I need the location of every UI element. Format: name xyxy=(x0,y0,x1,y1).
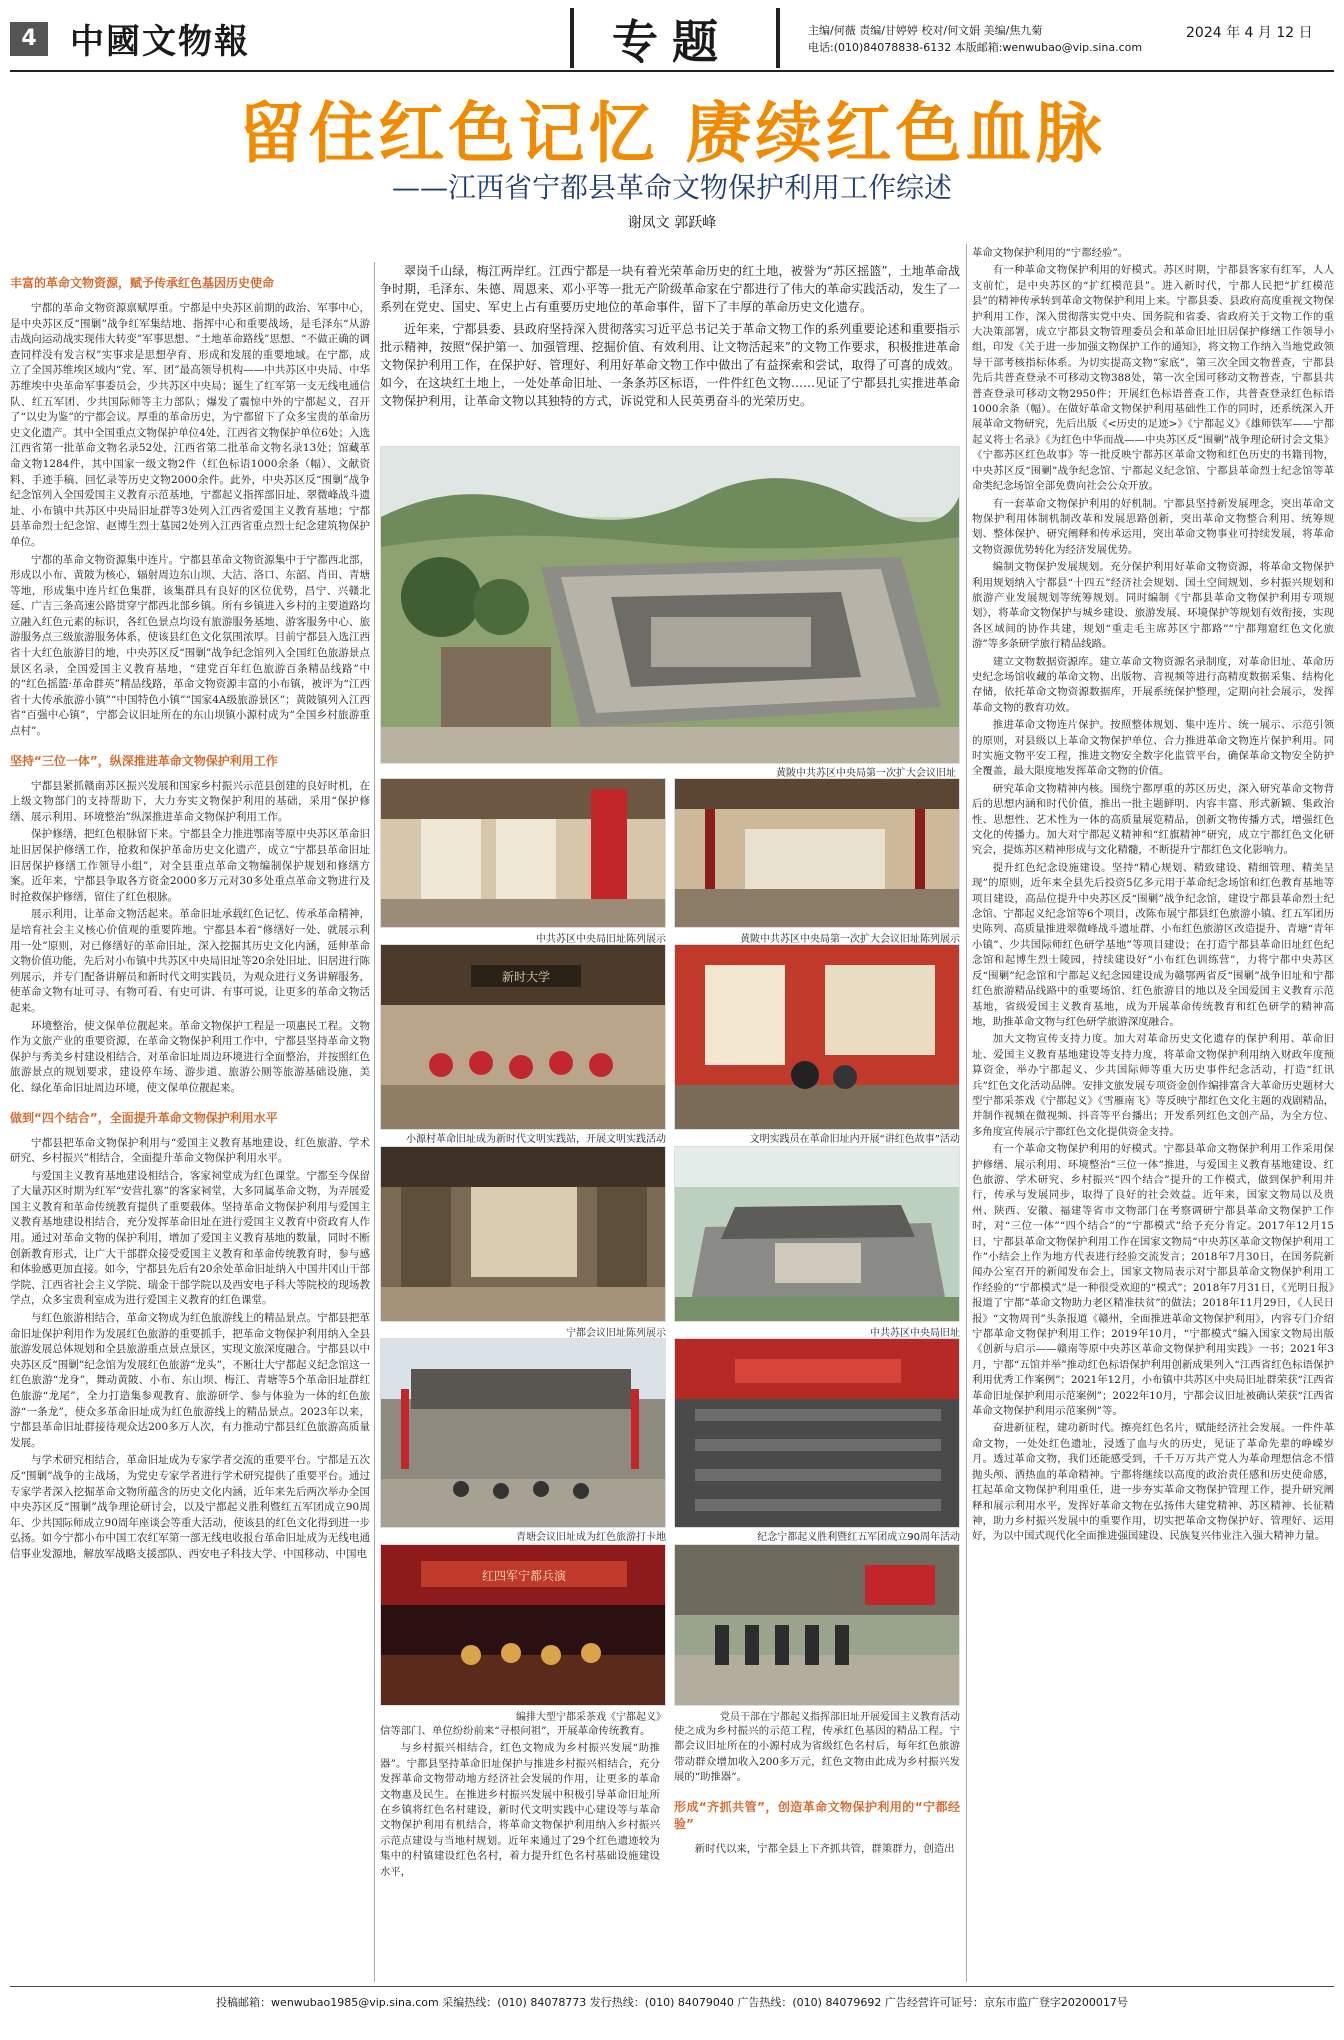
photo-caption: 中共苏区中央局旧址 xyxy=(870,1328,960,1339)
body-paragraph: 编制文物保护发展规划。充分保护利用好革命文物资源，将革命文物保护利用规划纳入宁都县“十四五”经济社会规划、国土空间规划、乡村振兴规划和旅游产业发展规划等统筹规划。同时编制《宁都县革命文物保护利用专项规划》，将革命文物保护与城乡建设、旅游发展、环境保护等规划有效衔接，实现各区域间的协作共建，规划“重走毛主席苏区宁都路”“宁都翔窟红色文化旅游”等多条研学旅行精品线路。 xyxy=(972,561,1334,651)
page-header xyxy=(0,0,1344,80)
exhibit-hall-illustration xyxy=(381,779,666,928)
page-number: 4 xyxy=(10,22,48,56)
issue-date: 2024 年 4 月 12 日 xyxy=(1186,25,1313,41)
photo-caption: 文明实践员在革命旧址内开展“讲红色故事”活动 xyxy=(749,1134,960,1145)
photo-caption: 纪念宁都起义胜利暨红五军团成立90周年活动 xyxy=(757,1532,960,1543)
plaque-text: 新时大学 xyxy=(501,970,551,984)
photo-qingtang-site xyxy=(380,1338,666,1528)
photo-caption: 编排大型宁都采茶戏《宁都起义》 xyxy=(516,1712,666,1723)
body-paragraph: 与红色旅游相结合，革命文物成为红色旅游线上的精品景点。宁都县把革命旧址保护利用作为发展红色旅游的重要抓手，把革命文物保护利用纳入全县旅游发展总体规划和全县旅游重点景点景区，实现文旅深度融合。宁都县以中央苏区反“围剿”纪念馆为发展红色旅游“龙头”，不断壮大宁都起义纪念馆这一红色旅游“龙身”，舞动黄陂、小布、东山坝、梅江、青塘等5个革命旧址群红色旅游“龙尾”，全力打造集参观教育、旅游研学、参与体验为一体的红色旅游“一条龙”，使众多革命旧址成为红色旅游线上的精品景点。2023年以来，宁都县革命旧址群接待观众达200多万人次，有力推动宁都县红色旅游高质量发展。 xyxy=(10,1312,370,1449)
section-divider-right xyxy=(776,8,780,68)
editor-line: 主编/何薇 责编/甘婷婷 校对/何文娟 美编/焦九菊 xyxy=(808,24,1043,37)
body-paragraph: 保护修缮，把红色根脉留下来。宁都县全力推进鄂南等原中央苏区革命旧址旧居保护修缮工作，抢救和保护革命历史文化遗产，成立“宁都县革命旧址旧居保护修缮工作领导小组”，对全县重点革命文物编制保护规划和修缮方案。近年来，宁都县争取各方资金2000多万元对30多处重点革命文物进行及时抢救保护修缮，留住了红色根脉。 xyxy=(10,828,370,903)
central-bureau-illustration xyxy=(675,1147,960,1322)
photo-party-education xyxy=(674,1544,960,1706)
photo-anniversary-event xyxy=(674,1338,960,1528)
section-heading: 形成“齐抓共管”，创造革命文物保护利用的“宁都经验” xyxy=(674,1799,960,1831)
section-heading: 丰富的革命文物资源，赋予传承红色基因历史使命 xyxy=(10,276,275,290)
body-paragraph: 有一套革命文物保护利用的好机制。宁都县坚持新发展理念，突出革命文物保护利用体制机制改革和发展思路创新，突出革命文物整合利用、统筹规划、整体保护、研究阐释和传承运用，突出革命文物事业可持续发展，将革命文物资源优势转化为经济发展优势。 xyxy=(972,497,1334,556)
qingtang-site-illustration xyxy=(381,1339,666,1528)
section-heading: 坚持“三位一体”，纵深推进革命文物保护利用工作 xyxy=(10,753,278,768)
footer-rule xyxy=(10,1986,1334,1987)
section-heading: 做到“四个结合”，全面提升革命文物保护利用水平 xyxy=(10,1110,278,1125)
photo-caption: 宁都会议旧址陈列展示 xyxy=(566,1328,666,1339)
byline: 谢凤文 郭跃峰 xyxy=(627,215,717,231)
photo-meeting-hall xyxy=(674,778,960,928)
main-headline: 留住红色记忆 赓续红色血脉 xyxy=(238,95,1106,172)
photo-aerial-site xyxy=(380,446,960,764)
opera-performance-illustration xyxy=(381,1545,666,1706)
header-rule xyxy=(10,70,1334,72)
photo-caption: 黄陂中共苏区中央局第一次扩大会议旧址 xyxy=(776,768,956,779)
photo-caption: 青塘会议旧址成为红色旅游打卡地 xyxy=(516,1532,666,1543)
body-paragraph: 有一个革命文物保护利用的好模式。宁都县革命文物保护利用工作采用保护修缮、展示利用、环境整治“三位一体”推进，与爱国主义教育基地建设、红色旅游、学术研究、乡村振兴“四个结合”提升的工作模式，做到保护利用并行，传承与发展同步，取得了良好的社会效益。近年来，国家文物局以及贵州、陕西、安徽、福建等省市文物部门在考察调研宁都县革命文物保护工作时，对“三位一体”“四个结合”的“宁都模式”给予充分肯定。2017年12月15日，宁都县革命文物保护利用工作在国家文物局“中央苏区革命文物保护利用工作”小结会上作为地方代表进行经验交流发言；2018年7月30日，在国务院新闻办公室召开的新闻发布会上，国家文物局表示对宁都县革命文物保护利用工作经验的“宁都模式”是一种很受欢迎的“模式”；2018年7月31日，《光明日报》报道了宁都“革命文物助力老区精准扶贫”的做法；2018年11月29日，《人民日报》“文物周刊”头条报道《赣州，全面推进革命文物保护利用》，内容专门介绍宁都革命文物保护利用工作；2019年10月，“宁都模式”编入国家文物局出版《创新与启示——赣南等原中央苏区革命文物保护利用实践》一书；2021年3月，宁都“五馆并举”推动红色标语保护利用创新成果列入“江西省红色标语保护利用优秀工作案例”；2021年12月，小布镇中共苏区中央局旧址群荣获“江西省革命旧址保护利用示范案例”；2022年10月，宁都会议旧址被确认荣获“江西省革命文物保护利用示范案例”等。 xyxy=(972,1143,1334,1418)
anniversary-event-illustration xyxy=(675,1339,960,1528)
body-paragraph: 宁都的革命文物资源集中连片。宁都县革命文物资源集中于宁都西北部，形成以小布、黄陂为核心，辐射周边东山坝、大沽、洛口、东韶、肖田、青塘等地，形成集中连片红色集群，该集群具有良好的区位优势，昌宁、兴赣北延、广吉三条高速公路贯穿宁都西北部乡镇。所有乡镇进入乡村的主要道路均立融入红色元素的标识，各红色景点均设有旅游服务基地、游客服务中心、旅游服务点三级旅游服务体系，使该县红色文化氛围浓厚。目前宁都县入选江西省十大红色旅游目的地，中央苏区反“围剿”战争纪念馆列入全国红色旅游景点景区名录，全国爱国主义教育基地，“建党百年红色旅游百条精品线路”中的“红色摇篮·革命群英”精品线路，革命文物资源丰富的小布镇，被评为“江西省十大传承旅游小镇”“中国特色小镇”“国家4A级旅游景区”；黄陂镇列入江西省“百强中心镇”，宁都会议旧址所在的东山坝镇小源村成为“全国乡村旅游重点村”。 xyxy=(10,553,370,738)
aerial-photo-illustration xyxy=(381,447,960,764)
photo-caption: 黄陂中共苏区中央局第一次扩大会议旧址陈列展示 xyxy=(740,934,960,945)
body-paragraph: 宁都县紧抓赣南苏区振兴发展和国家乡村振兴示范县创建的良好时机，在上级文物部门的支持帮助下，大力夯实文物保护利用的基础，采用“保护修缮、展示利用、环境整治”纵深推进革命文物保护利用工作。 xyxy=(10,779,370,823)
newspaper-masthead: 中國文物報 xyxy=(70,22,250,62)
banner-text: 红四军宁都兵演 xyxy=(481,1569,567,1583)
photo-caption: 党员干部在宁都起义指挥部旧址开展爱国主义教育活动 xyxy=(720,1712,960,1723)
photo-ningdu-meeting xyxy=(380,1146,666,1322)
photo-opera-performance xyxy=(380,1544,666,1706)
column-rule xyxy=(966,244,967,1982)
ningdu-meeting-illustration xyxy=(381,1147,666,1322)
section-divider-left xyxy=(570,8,574,68)
column-rule xyxy=(374,262,375,1982)
body-paragraph: 推进革命文物连片保护。按照整体规划、集中连片、统一展示、示范引领的原则，对县级以上革命文物保护单位、合力推进革命文物连片保护利用。同时实施文物平安工程，推进文物安全数字化监管平台，确保革命文物安全防护全覆盖，最大限度地发挥革命文物的价值。 xyxy=(972,719,1334,778)
civilization-station-illustration xyxy=(381,945,666,1130)
left-column xyxy=(10,262,370,1982)
photo-caption: 小源村革命旧址成为新时代文明实践站，开展文明实践活动 xyxy=(406,1134,666,1145)
body-paragraph: 研究革命文物精神内核。围绕宁都厚重的苏区历史，深入研究革命文物背后的思想内涵和时代价值，推出一批主题鲜明、内容丰富、形式新颖、集政治性、思想性、艺术性为一体的高质量展览精品，创新文物传播方式，增强红色文化的传播力。加大对宁都起义精神和“红旗精神”研究，成立宁都红色文化研究会，提炼苏区精神形成与文化精髓，不断提升宁都红色文化影响力。 xyxy=(972,782,1334,857)
bottom-middle-column-b xyxy=(674,1724,960,1982)
body-paragraph: 有一种革命文物保护利用的好模式。苏区时期，宁都县客家有红军，人人支前忙，是中央苏区的“扩红模范县”。进入新时代，宁都人民把“扩红模范县”的精神传承转到革命文物保护利用上来。宁都县委、县政府高度重视文物保护利用工作，深入贯彻落实党中央、国务院和省委、省政府关于文物工作的重大决策部署，成立宁都县文物管理委员会和革命旧址旧居保护修缮工作领导小组，印发《关于进一步加强文物保护工作的通知》，将文物工作纳入当地党政领导干部考核指标体系。为切实提高文物“家底”，第三次全国文物普查，宁都县先后共普查登录不可移动文物388处，第一次全国可移动文物普查，宁都县共普查登录可移动文物2950件；开展红色标语普查工作，共普查登录红色标语1000余条（幅）。在做好革命文物保护利用基础性工作的同时，还系统深入开展革命文物研究，先后出版《<历史的足迹>》《宁都起义》《雄师铁军——宁都起义将士名录》《为红色中华而战——中央苏区反“围剿”战争理论研讨会文集》《宁都苏区红色故事》等一批反映宁都苏区革命文物和红色历史的书籍刊物，中央苏区反“围剿”战争纪念馆、宁都起义纪念馆、宁都县革命烈士纪念馆等革命类纪念场馆全部免费向社会公众开放。 xyxy=(972,264,1334,493)
intro-paragraph: 翠岗千山绿，梅江两岸红。江西宁都是一块有着光荣革命历史的红土地，被誉为“苏区摇篮”，土地革命战争时期，毛泽东、朱德、周恩来、邓小平等一批无产阶级革命家在宁都进行了伟大的革命实践活动，发生了一系列在党史、国史、军史上占有重要历史地位的革命事件，留下了丰厚的革命历史文化遗存。 xyxy=(380,264,960,314)
body-paragraph: 与乡村振兴相结合，红色文物成为乡村振兴发展“助推器”。宁都县坚持革命旧址保护与推进乡村振兴相结合，充分发挥革命文物带动地方经济社会发展的作用，让更多的革命文物惠及民生。在推进乡村振兴发展中积极引导革命旧址所在乡镇将红色名村建设，新时代文明实践中心建设等与革命文物保护利用有机结合，将革命文物保护利用纳入乡村振兴示范点建设与当地村规划。近年来通过了29个红色遗迹较为集中的村镇建设红色名村，着力提升红色名村基础设施建设水平， xyxy=(380,1742,660,1878)
photo-exhibit-hall xyxy=(380,778,666,928)
photo-storytelling xyxy=(674,944,960,1130)
body-paragraph: 提升红色纪念设施建设。坚持“精心规划、精致建设、精细管理、精美呈现”的原则，近年来全县先后投资5亿多元用于革命纪念场馆和红色教育基地等项目建设，高品位提升中央苏区反“围剿”战争纪念馆，建设宁都县革命烈士纪念馆、宁都起义纪念馆等6个项目，改陈布展宁都县红色旅游小镇、红五军团历史陈列、高质量推进翠微峰战斗遗址群、小布红色旅游区改造提升、青塘“青年小镇”、少共国际师红色研学基地”等项目建设；在打造宁都县革命旧址红色纪念馆和起博生烈士陵园，持续建设好“小布红色训练营”，力将宁都中央苏区反“围剿”纪念馆和宁都起义纪念园建设成为赣鄂两省反“围剿”战争旧址和宁都红色旅游精品线路中的重要场馆、红色旅游目的地以及全国爱国主义教育示范基地，省级爱国主义教育基地，成为开展革命传统教育和红色研学的精神高地，助推革命文物与红色研学旅游深度融合。 xyxy=(972,861,1334,1028)
body-paragraph: 奋进新征程，建功新时代。擦亮红色名片，赋能经济社会发展。一件件革命文物，一处处红色遗址，浸透了血与火的历史，见证了革命先辈的峥嵘岁月。透过革命文物，我们还能感受到，千千万万共产党人为革命理想信念不惜抛头颅、洒热血的革命精神。宁都将继续以高度的政治责任感和历史使命感，扛起革命文物保护利用重任，进一步夯实革命文物保护管理工作，提升研究阐释和展示利用水平，发挥好革命文物在弘扬伟大建党精神、苏区精神、长征精神，助力乡村振兴发展中的重要作用，切实把革命文物保护好、管理好、运用好，为以中国式现代化全面推进强国建设、民族复兴伟业注入强大精神力量。 xyxy=(972,1422,1334,1543)
body-paragraph: 新时代以来，宁都全县上下齐抓共管，群策群力，创造出 xyxy=(694,1842,955,1855)
bottom-middle-column-a xyxy=(380,1724,660,1982)
body-paragraph: 信等部门、单位纷纷前来“寻根问祖”，开展革命传统教育。 xyxy=(380,1725,651,1737)
intro-paragraph: 近年来，宁都县委、县政府坚持深入贯彻落实习近平总书记关于革命文物工作的系列重要论述和重要指示批示精神，按照“保护第一、加强管理、挖掘价值、有效利用、让文物活起来”的文物工作要求，积极推进革命文物保护利用工作，在保护好、管理好、利用好革命文物工作中做出了有益探索和尝试，取得了可喜的成效。如今，在这块红土地上，一处处革命旧址、一条条苏区标语，一件件红色文物……见证了宁都县扎实推进革命文物保护利用，让革命文物以其独特的方式，诉说党和人民英勇奋斗的光荣历史。 xyxy=(380,322,960,408)
body-paragraph: 革命文物保护利用的“宁都经验”。 xyxy=(972,247,1129,259)
body-paragraph: 建立文物数据资源库。建立革命文物资源名录制度，对革命旧址、革命历史纪念场馆收藏的革命文物、出版物、音视频等进行高精度数据采集、结构化存储，依托革命文物资源数据库，开展系统保护整理，定期向社会展示，发挥革命文物的教育功效。 xyxy=(972,655,1334,714)
body-paragraph: 与爱国主义教育基地建设相结合，客家祠堂成为红色课堂。宁都至今保留了大量苏区时期为红军“安营扎寨”的客家祠堂，大多同属革命文物，为弄展爱国主义教育和革命传统教育提供了重要载体。坚持革命文物保护利用与爱国主义教育基地建设相结合，充分发挥革命旧址在进行爱国主义教育中资政育人作用。通过对革命文物的保护利用，增加了爱国主义教育基地的数量，同时不断创新教育形式，让广大干部群众接受爱国主义教育和革命传统教育时，参与感和体验感更加直接。如今，宁都县先后有20余处革命旧址纳入中国井冈山干部学院、江西省社会主义学院、瑞金干部学院以及西安电子科大等院校的现场教学点，众多宝贵利室成为进行爱国主义教育的红色课堂。 xyxy=(10,1169,370,1307)
body-paragraph: 展示利用，让革命文物活起来。革命旧址承载红色记忆、传承革命精神，是培育社会主义核心价值观的重要阵地。宁都县本着“修缮好一处、就展示利用一处”原则，对已修缮好的革命旧址，深入挖掘其历史文化内涵，延伸革命文物价值功能，先后对小布镇中共苏区中央局旧址等20余处旧址、旧居进行陈列展示，并专门配备讲解员和新时代文明实践员，为观众进行义务讲解服务，使革命文物有址可寻、有物可看、有史可讲、有事可说，让更多的革命文物活起来。 xyxy=(10,908,370,1014)
body-paragraph: 宁都县把革命文物保护利用与“爱国主义教育基地建设、红色旅游、学术研究、乡村振兴”相结合，全面提升革命文物保护利用水平。 xyxy=(10,1136,370,1165)
body-paragraph: 加大文物宣传支持力度。加大对革命历史文化遗存的保护利用、革命旧址、爱国主义教育基地建设等支持力度，将革命文物保护利用纳入财政年度预算资金，举办宁都起义、少共国际师等重大历史事件纪念活动，打造“红讯兵”红色文化活动品牌。安排文旅发展专项资金创作编排富含大革命历史题材大型宁都采茶戏《宁都起义》《雪雁南飞》等反映宁都红色文化主题的戏剧精品，并制作视频在微视频、抖音等平台播出；开发系列红色文创产品，为全方位、多角度宣传展示宁都红色文化提供资金支持。 xyxy=(972,1033,1334,1138)
photo-civilization-station xyxy=(380,944,666,1130)
body-paragraph: 环境整治，使文保单位靓起来。革命文物保护工程是一项惠民工程。文物作为文旅产业的重要资源，在革命文物保护利用工作中，宁都县坚持革命文物保护与秀美乡村建设相结合，对革命旧址周边环境进行全面整治，并按照红色旅游景点的规划要求，建设停车场、游步道、旅游公厕等旅游基础设施，美化、绿化革命旧址周边环境，使文保单位靓起来。 xyxy=(10,1019,370,1094)
sub-headline: ——江西省宁都县革命文物保护利用工作综述 xyxy=(391,171,952,204)
photo-central-bureau xyxy=(674,1146,960,1322)
body-paragraph: 宁都的革命文物资源禀赋厚重。宁都是中央苏区前期的政治、军事中心，是中央苏区反“围剿”战争红军集结地、指挥中心和重要战场，是毛泽东“从游击战向运动战实现伟大转变”军事思想、“土地革命路线”思想、“不做正确的调查同样没有发言权”实事求是思想孕育、形成和发展的重要地域。在宁都，成立了全国苏维埃区域内“党、军、团”最高领导机构——中共苏区中央局、中华苏维埃中央革命军事委员会，少共苏区中央局；诞生了红军第一支无线电通信队、红五军团、少共国际师等主力部队；爆发了震惊中外的宁都起义，召开了“以史为鉴”的宁都会议。厚重的革命历史，为宁都留下了众多宝贵的革命历史文化遗产。其中全国重点文物保护单位4处，江西省文物保护单位6处；入选江西省第一批革命文物名录52处，江西省第二批革命文物名录13处；馆藏革命文物1284件，其中国家一级文物2件（红色标语1000余条（幅）、文献资料、手迹手稿、回忆录等历史文物2000余件。此外，中央苏区反“围剿”战争纪念馆列入全国爱国主义教育示范基地，宁都起义指挥部旧址、翠微峰战斗遗址、小布镇中共苏区中央局旧址群等3处列入江西省爱国主义教育基地；宁都县革命烈士纪念馆、赵博生烈士墓园2处列入江西省重点烈士纪念建筑物保护单位。 xyxy=(10,302,370,548)
editor-credits xyxy=(808,22,1142,56)
right-column xyxy=(972,246,1334,1982)
meeting-hall-illustration xyxy=(675,779,960,928)
intro-block xyxy=(380,262,960,414)
storytelling-illustration xyxy=(675,945,960,1130)
party-education-illustration xyxy=(675,1545,960,1706)
body-paragraph: 使之成为乡村振兴的示范工程，传承红色基因的精品工程。宁都会议旧址所在的小源村成为省级红色名村后，每年红色旅游带动群众增加收入200多万元，红色文物由此成为乡村振兴发展的“助推器”。 xyxy=(674,1725,960,1784)
section-title: 专题 xyxy=(612,15,732,69)
photo-caption: 中共苏区中央局旧址陈列展示 xyxy=(536,934,666,945)
page-footer: 投稿邮箱：wenwubao1985@vip.sina.com 采编热线：(010) 84078773 发行热线：(010) 84079040 广告热线：(010) 84079692 广告经营许可证号：京东市监广登字20200017号 xyxy=(216,1996,1128,2009)
contact-line: 电话:(010)84078838-6132 本版邮箱:wenwubao@vip.sina.com xyxy=(808,41,1143,54)
body-paragraph: 与学术研究相结合，革命旧址成为专家学者交流的重要平台。宁都是五次反“围剿”战争的主战场，为党史专家学者进行学术研究提供了重要平台。通过专家学者深入挖掘革命文物所蕴含的历史文化内涵，近年来先后两次举办全国中央苏区反“围剿”战争理论研讨会，以及宁都起义胜利暨红五军团成立90周年、少共国际师成立90周年座谈会等重大活动，使该县的红色文化得到进一步弘扬。如今宁都小布中国工农红军第一部无线电收报台革命旧址成为无线电通信事业发源地，解放军战略支援部队、西安电子科技大学、中国移动、中国电 xyxy=(10,1454,370,1560)
